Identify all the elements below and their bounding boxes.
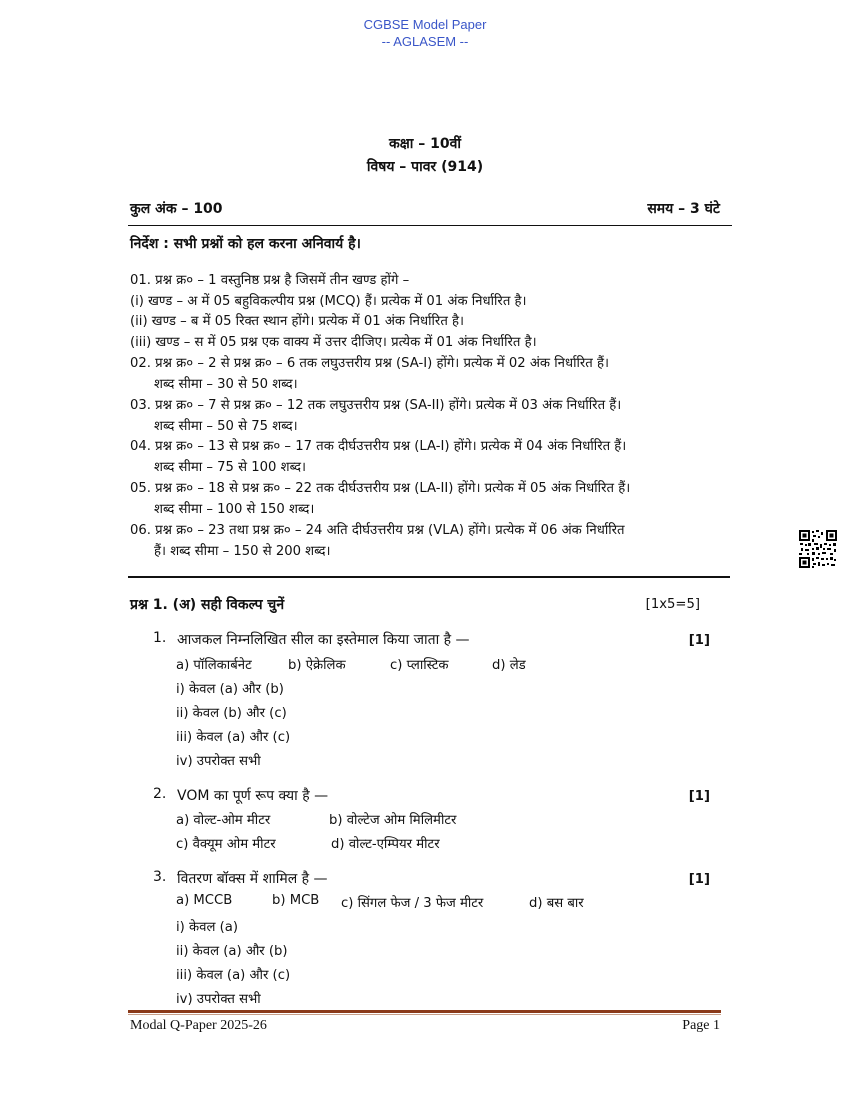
- footer-rule-shadow: [128, 1014, 721, 1015]
- choice-iv: iv) उपरोक्त सभी: [176, 992, 261, 1007]
- instruction-line: हैं। शब्द सीमा – 150 से 200 शब्द।: [154, 544, 331, 559]
- subject-title: विषय – पावर (914): [366, 159, 484, 175]
- source-header-line1: CGBSE Model Paper: [363, 17, 487, 32]
- section-heading: प्रश्न 1. (अ) सही विकल्प चुनें: [130, 597, 285, 613]
- choice-iii: iii) केवल (a) और (c): [176, 730, 291, 745]
- choice-ii: ii) केवल (b) और (c): [176, 706, 287, 721]
- question-marks: [1]: [688, 789, 710, 804]
- choice-i: i) केवल (a): [176, 920, 238, 935]
- footer-page-number: Page 1: [682, 1018, 720, 1033]
- instruction-line: (iii) खण्ड – स में 05 प्रश्न एक वाक्य में उत्तर दीजिए। प्रत्येक में 01 अंक निर्धारित है।: [130, 335, 537, 350]
- instruction-line: 06. प्रश्न क्र० – 23 तथा प्रश्न क्र० – 24 अति दीर्घउत्तरीय प्रश्न (VLA) होंगे। प्रत्येक में 06 अंक निर्धारित: [130, 523, 625, 538]
- question-number: 1.: [153, 630, 167, 646]
- qr-code: [799, 530, 837, 568]
- option-c: c) वैक्यूम ओम मीटर: [176, 837, 276, 852]
- meta-divider: [128, 225, 732, 226]
- choice-ii: ii) केवल (a) और (b): [176, 944, 288, 959]
- option-c: c) सिंगल फेज / 3 फेज मीटर: [341, 896, 484, 911]
- question-text: वितरण बॉक्स में शामिल है —: [177, 871, 328, 887]
- option-b: b) ऐक्रेलिक: [288, 658, 346, 673]
- section-marks: [1x5=5]: [645, 597, 700, 612]
- time-allowed: समय – 3 घंटे: [647, 201, 720, 217]
- option-c: c) प्लास्टिक: [390, 658, 449, 673]
- question-marks: [1]: [688, 872, 710, 887]
- instruction-line: 02. प्रश्न क्र० – 2 से प्रश्न क्र० – 6 तक लघुउत्तरीय प्रश्न (SA-I) होंगे। प्रत्येक में 02 अंक निर्धारित हैं।: [130, 356, 610, 371]
- instruction-line: (i) खण्ड – अ में 05 बहुविकल्पीय प्रश्न (MCQ) हैं। प्रत्येक में 01 अंक निर्धारित है।: [130, 294, 527, 309]
- instruction-line: शब्द सीमा – 50 से 75 शब्द।: [154, 419, 298, 434]
- question-marks: [1]: [688, 633, 710, 648]
- option-d: d) वोल्ट-एम्पियर मीटर: [331, 837, 440, 852]
- source-header-line2: -- AGLASEM --: [381, 34, 469, 49]
- option-a: a) वोल्ट-ओम मीटर: [176, 813, 271, 828]
- instructions-heading: निर्देश : सभी प्रश्नों को हल करना अनिवार्य है।: [130, 236, 361, 252]
- instruction-line: 01. प्रश्न क्र० – 1 वस्तुनिष्ठ प्रश्न है जिसमें तीन खण्ड होंगे –: [130, 273, 410, 288]
- option-d: d) लेड: [492, 658, 526, 673]
- choice-i: i) केवल (a) और (b): [176, 682, 284, 697]
- option-a: a) पॉलिकार्बनेट: [176, 658, 252, 673]
- section-divider: [128, 576, 730, 578]
- total-marks: कुल अंक – 100: [130, 201, 223, 217]
- instruction-line: शब्द सीमा – 100 से 150 शब्द।: [154, 502, 315, 517]
- option-b: b) MCB: [272, 893, 320, 908]
- instruction-line: 03. प्रश्न क्र० – 7 से प्रश्न क्र० – 12 तक लघुउत्तरीय प्रश्न (SA-II) होंगे। प्रत्येक में 03 अंक निर्धारित हैं।: [130, 398, 622, 413]
- question-number: 2.: [153, 786, 167, 802]
- instruction-line: 04. प्रश्न क्र० – 13 से प्रश्न क्र० – 17 तक दीर्घउत्तरीय प्रश्न (LA-I) होंगे। प्रत्येक में 04 अंक निर्धारित हैं।: [130, 439, 627, 454]
- option-b: b) वोल्टेज ओम मिलिमीटर: [329, 813, 457, 828]
- footer-rule: [128, 1010, 721, 1013]
- choice-iv: iv) उपरोक्त सभी: [176, 754, 261, 769]
- instruction-line: 05. प्रश्न क्र० – 18 से प्रश्न क्र० – 22 तक दीर्घउत्तरीय प्रश्न (LA-II) होंगे। प्रत्येक में 05 अंक निर्धारित हैं।: [130, 481, 631, 496]
- class-title: कक्षा – 10वीं: [388, 136, 462, 152]
- instruction-line: (ii) खण्ड – ब में 05 रिक्त स्थान होंगे। प्रत्येक में 01 अंक निर्धारित है।: [130, 314, 465, 329]
- question-text: VOM का पूर्ण रूप क्या है —: [177, 788, 329, 804]
- question-number: 3.: [153, 869, 167, 885]
- instruction-line: शब्द सीमा – 75 से 100 शब्द।: [154, 460, 306, 475]
- choice-iii: iii) केवल (a) और (c): [176, 968, 291, 983]
- option-a: a) MCCB: [176, 893, 233, 908]
- instruction-line: शब्द सीमा – 30 से 50 शब्द।: [154, 377, 298, 392]
- footer-left: Modal Q-Paper 2025-26: [130, 1018, 267, 1033]
- question-text: आजकल निम्नलिखित सील का इस्तेमाल किया जाता है —: [177, 632, 470, 648]
- option-d: d) बस बार: [529, 896, 584, 911]
